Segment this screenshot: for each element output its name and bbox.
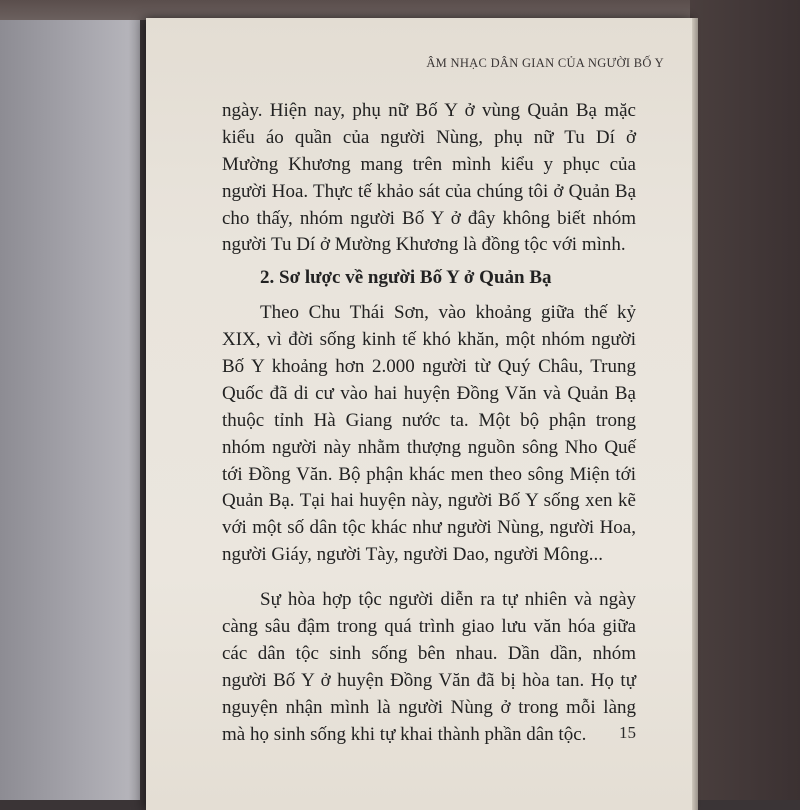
paragraph-1 <box>222 98 636 259</box>
text-line: nhóm người này nhằm thượng nguồn sông Nho Quế <box>222 436 636 458</box>
text-line: người Tu Dí ở Mường Khương là đồng tộc với mình. <box>222 234 626 256</box>
text-line: thuộc tỉnh Hà Giang nước ta. Một bộ phận trong <box>222 409 636 431</box>
background-left <box>0 0 140 800</box>
text-line: XIX, vì đời sống kinh tế khó khăn, một nhóm người <box>222 329 636 351</box>
paragraph-3 <box>222 587 636 748</box>
text-line: người Hoa. Thực tế khảo sát của chúng tôi ở Quản Bạ <box>222 180 636 202</box>
text-line: Sự hòa hợp tộc người diễn ra tự nhiên và ngày <box>260 589 636 611</box>
paragraph-gap <box>222 569 636 587</box>
text-line: với một số dân tộc khác như người Nùng, người Hoa, <box>222 517 636 539</box>
text-line: mà họ sinh sống khi tự khai thành phần dân tộc. <box>222 723 587 745</box>
text-line: nguyện nhận mình là người Nùng ở trong mỗi làng <box>222 696 636 718</box>
text-line: càng sâu đậm trong quá trình giao lưu văn hóa giữa <box>222 616 636 638</box>
text-line: người Bố Y ở huyện Đồng Văn đã bị hòa tan. Họ tự <box>222 669 636 691</box>
running-header: ÂM NHẠC DÂN GIAN CỦA NGƯỜI BỐ Y <box>426 56 664 70</box>
text-line: Bố Y khoảng hơn 2.000 người từ Quý Châu, Trung <box>222 356 636 378</box>
text-line: Theo Chu Thái Sơn, vào khoảng giữa thế kỷ <box>260 302 636 324</box>
background-top <box>0 0 800 20</box>
background-right <box>690 0 800 800</box>
text-line: Mường Khương mang trên mình kiểu y phục của <box>222 153 636 175</box>
paragraph-2 <box>222 300 636 569</box>
text-line: ngày. Hiện nay, phụ nữ Bố Y ở vùng Quản Bạ mặc <box>222 100 636 121</box>
text-line: Quản Bạ. Tại hai huyện này, người Bố Y sống xen kẽ <box>222 490 636 512</box>
text-line: kiểu áo quần của người Nùng, phụ nữ Tu Dí ở <box>222 126 636 148</box>
text-line: người Giáy, người Tày, người Dao, người Mông... <box>222 544 603 566</box>
text-line: các dân tộc sinh sống bên nhau. Dần dần, nhóm <box>222 642 636 664</box>
page-number: 15 <box>619 723 636 742</box>
text-line: Quốc đã di cư vào hai huyện Đồng Văn và Quản Bạ <box>222 382 636 404</box>
text-line: tới Đồng Văn. Bộ phận khác men theo sông Miện tới <box>222 463 636 485</box>
page-edge <box>692 18 698 810</box>
body-text <box>222 98 636 748</box>
section-heading: 2. Sơ lược về người Bố Y ở Quản Bạ <box>260 267 552 289</box>
text-line: cho thấy, nhóm người Bố Y ở đây không biết nhóm <box>222 207 636 229</box>
